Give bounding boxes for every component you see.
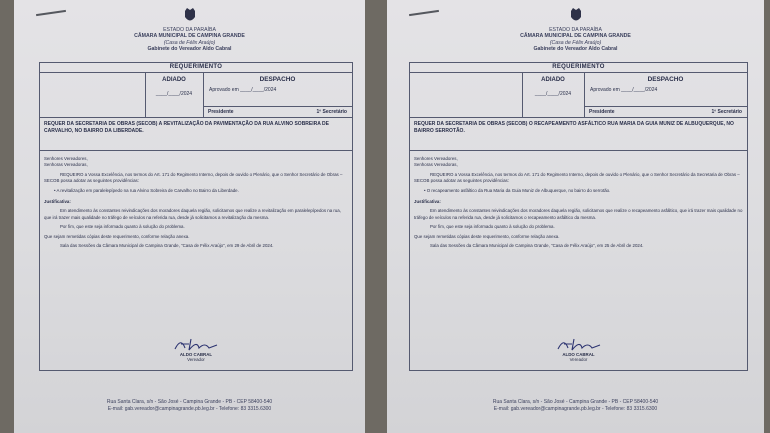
adiado-cell [145,73,204,117]
request-bullet: • O recapeamento asfáltico da Rua Maria da Guia Muniz de Albuquerque, no bairro do serrotão. [424,187,611,193]
justification-conclusion: Por fim, que este seja informado quanto à solução do problema. [60,224,185,230]
request-bullet: • A revitalização em paralelepípedo na rua Alvino Sobreira de Carvalho no Bairro da Liberdade. [54,187,239,193]
justification-title: Justificativa: [414,199,441,205]
salutation-2: Senhoras Vereadoras, [44,162,88,168]
secretario-label: 1º Secretário [711,109,742,115]
header-state: ESTADO DA PARAÍBA [549,27,602,33]
justification-paragraph: Em atendimento às constantes reivindicações dos moradores daquela região, solicitamos que realize a revitalização em paralelepípedos na rua, que irá trazer mais qualidade no tráfego de veículos na referida rua, desde já solicitamos a revitalização da mesma. [44,208,341,220]
secretario-label: 1º Secretário [316,109,347,115]
closing-line: Sala das Sessões da Câmara Municipal de Campina Grande, "Casa de Félix Araújo", em 25 de Abril de 2024. [430,243,644,249]
footer [14,399,365,413]
aprovado-line: Aprovado em ____/____/2024 [590,87,658,93]
salutation-1: Senhores Vereadores, [44,156,88,161]
signer-name: ALDO CABRAL [179,352,213,357]
document-right [387,0,764,433]
adiado-label: ADIADO [541,77,565,83]
form-grid [410,73,747,118]
request-bullet-text: A revitalização em paralelepípedo na rua Alvino Sobreira de Carvalho no Bairro da Liberdade. [56,187,239,193]
signature-scribble [171,336,221,352]
closing-line: Sala das Sessões da Câmara Municipal de Campina Grande, "Casa de Félix Araújo", em 29 de Abril de 2024. [60,243,274,249]
adiado-date: ____/____/2024 [155,91,193,97]
form-blank-cell [410,73,523,117]
request-form [409,62,748,371]
signer-name: ALDO CABRAL [562,352,595,357]
header-office: Gabinete do Vereador Aldo Cabral [533,46,618,53]
despacho-cell [584,73,747,117]
footer-address: Rua Santa Clara, s/n - São José - Campina Grande - PB - CEP 58400-540 [492,399,659,405]
form-title: REQUERIMENTO [410,63,747,73]
signer-role: Vereador [569,357,588,362]
presidente-label: Presidente [208,109,234,115]
letterhead [387,27,764,53]
request-paragraph: REQUEIRO a Vossa Excelência, nos termos do Art. 171 do Regimento Interno, depois de ouvido o Plenário, que o Senhor Secretário da Secretaria de Obras – SECOB possa adotar as seguintes providências: [414,171,740,184]
header-chamber: CÂMARA MUNICIPAL DE CAMPINA GRANDE [520,33,631,40]
salutation-2: Senhoras Vereadoras, [414,162,458,168]
header-chamber: CÂMARA MUNICIPAL DE CAMPINA GRANDE [134,33,245,40]
justification-paragraph: Em atendimento às constantes reivindicações dos moradores daquela região, solicitamos que realize o recapeamento asfáltico, que irá trazer mais qualidade no tráfego de veículos na referida rua, desde já solicitamos o recapeamento asfáltico da mesma. [414,208,743,220]
letterhead [14,27,365,53]
pen-mark [409,10,439,16]
footer-contact: E-mail: gab.vereador@campinagrande.pb.leg.br - Telefone: 83 3315.6300 [493,406,658,412]
signature-scribble [554,336,604,352]
footer-contact: E-mail: gab.vereador@campinagrande.pb.leg.br - Telefone: 83 3315.6300 [107,406,272,412]
header-house: (Casa de Félix Araújo) [163,39,216,46]
coat-of-arms-icon [569,7,583,24]
header-state: ESTADO DA PARAÍBA [163,27,216,33]
form-title: REQUERIMENTO [40,63,352,73]
justification-conclusion: Por fim, que este seja informado quanto à solução do problema. [430,224,555,230]
despacho-label: DESPACHO [647,76,684,83]
pen-mark [36,10,66,16]
coat-of-arms-icon [183,7,197,24]
signatories-row [203,106,352,117]
footer-address: Rua Santa Clara, s/n - São José - Campina Grande - PB - CEP 58400-540 [106,399,273,405]
copies-note: Que sejam remetidas cópias deste requerimento, conforme relação anexa. [44,233,190,239]
aprovado-line: Aprovado em ____/____/2024 [209,87,277,93]
signature-block [410,336,747,362]
form-blank-cell [40,73,146,117]
signatories-row [584,106,747,117]
signer-role: Vereador [187,357,205,362]
despacho-label: DESPACHO [259,76,296,83]
adiado-label: ADIADO [162,77,186,83]
signature-block [40,336,352,362]
form-grid [40,73,352,118]
footer [387,399,764,413]
request-subject: REQUER DA SECRETARIA DE OBRAS (SECOB) O RECAPEAMENTO ASFÁLTICO RUA MARIA DA GUIA MUNIZ DE ALBUQUERQUE, NO BAIRRO SERROTÃO. [410,118,747,151]
request-paragraph: REQUEIRO a Vossa Excelência, nos termos do Art. 171 do Regimento Interno, depois de ouvido o Plenário, que o Senhor Secretário de Obras – SECOB possa adotar as seguintes providências: [44,171,343,184]
request-subject: REQUER DA SECRETARIA DE OBRAS (SECOB) A REVITALIZAÇÃO DA PAVIMENTAÇÃO DA RUA ALVINO SOBREIRA DE CARVALHO, NO BAIRRO DA LIBERDADE. [40,118,352,151]
justification-title: Justificativa: [44,199,71,205]
despacho-cell [203,73,352,117]
adiado-cell [522,73,585,117]
copies-note: Que sejam remetidas cópias deste requerimento, conforme relação anexa. [414,233,560,239]
request-bullet-text: O recapeamento asfáltico da Rua Maria da Guia Muniz de Albuquerque, no bairro do serrotão. [426,187,611,193]
request-body [40,151,352,255]
adiado-date: ____/____/2024 [534,91,572,97]
request-body [410,151,747,255]
request-form [39,62,353,371]
salutation-1: Senhores Vereadores, [414,156,458,161]
document-left [14,0,365,433]
header-office: Gabinete do Vereador Aldo Cabral [147,46,232,53]
presidente-label: Presidente [589,109,615,115]
header-house: (Casa de Félix Araújo) [549,39,602,46]
